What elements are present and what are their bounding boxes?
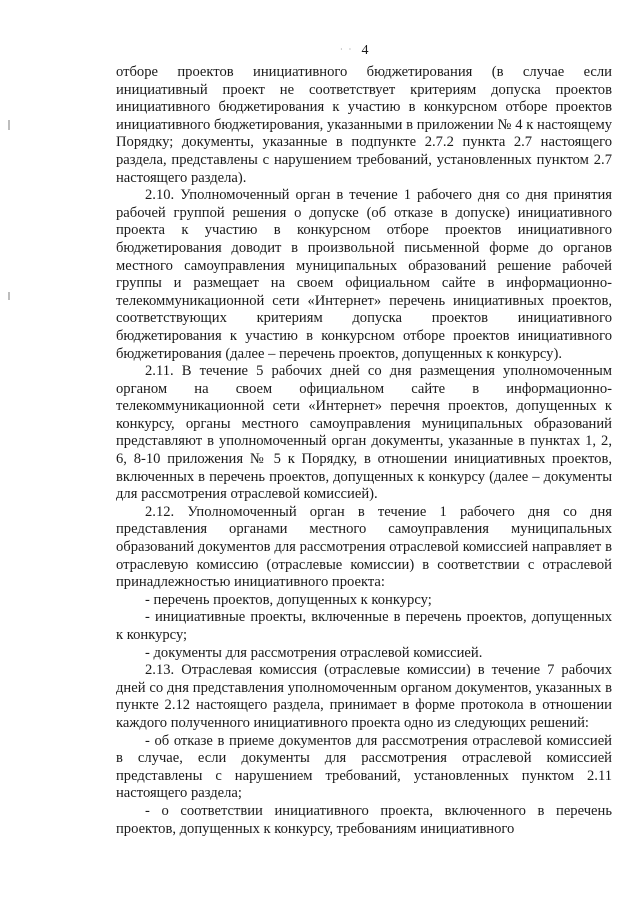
scan-edge-mark: [8, 120, 10, 130]
paragraph-2-12: 2.12. Уполномоченный орган в течение 1 рабочего дня со дня представления органами местного самоуправления муниципальных образований документов для рассмотрения отраслевой комиссией направляет в отраслевую комиссию (отраслевые комиссии) в соответствии с отраслевой принадлежностью инициативного проекта:: [116, 503, 612, 591]
page-number: 4: [361, 43, 369, 58]
paragraph-2-13: 2.13. Отраслевая комиссия (отраслевые комиссии) в течение 7 рабочих дней со дня представления уполномоченным органом документов, указанных в пункте 2.12 настоящего раздела, принимает в форме протокола в отношении каждого полученного инициативного проекта одно из следующих решений:: [116, 662, 612, 731]
paragraph-2-11: 2.11. В течение 5 рабочих дней со дня размещения уполномоченным органом на своем официальном сайте в информационно-телекоммуникационной сети «Интернет» перечня проектов, допущенных к конкурсу, органы местного самоуправления муниципальных образований представляют в уполномоченный орган документы, указанные в пунктах 1, 2, 6, 8-10 приложения № 5 к Порядку, в отношении инициативных проектов, включенных в перечень проектов, допущенных к конкурсу (далее – документы для рассмотрения отраслевой комиссией).: [116, 363, 612, 503]
list-item: - об отказе в приеме документов для рассмотрения отраслевой комиссией в случае, если документы для рассмотрения отраслевой комиссией представлены с нарушением требований, установленных пунктом 2.11 настоящего раздела;: [116, 732, 612, 802]
list-item: - документы для рассмотрения отраслевой комиссией.: [145, 644, 483, 661]
paragraph-continuation: отборе проектов инициативного бюджетирования (в случае если инициативный проект не соответствует критериям допуска проектов инициативного бюджетирования к участию в конкурсном отборе проектов инициативного бюджетирования, указанными в приложении № 4 к настоящему Порядку; документы, указанные в подпункте 2.7.2 пункта 2.7 настоящего раздела, представлены с нарушением требований, установленных пунктом 2.7 настоящего раздела).: [116, 64, 612, 186]
list-item: - перечень проектов, допущенных к конкурсу;: [145, 591, 432, 608]
paragraph-2-10: 2.10. Уполномоченный орган в течение 1 рабочего дня со дня принятия рабочей группой решения о допуске (об отказе в допуске) инициативного проекта к участию в конкурсном отборе проектов инициативного бюджетирования доводит в произвольной письменной форме до органов местного самоуправления муниципальных образований решение рабочей группы и размещает на своем официальном сайте в информационно-телекоммуникационной сети «Интернет» перечень инициативных проектов, соответствующих критериям допуска проектов инициативного бюджетирования к участию в конкурсном отборе проектов инициативного бюджетирования (далее – перечень проектов, допущенных к конкурсу).: [116, 187, 612, 362]
scan-specks: · ·: [340, 45, 354, 54]
list-item: - инициативные проекты, включенные в перечень проектов, допущенных к конкурсу;: [116, 609, 612, 643]
document-body: [116, 64, 612, 838]
list-item: - о соответствии инициативного проекта, включенного в перечень проектов, допущенных к конкурсу, требованиям инициативного: [116, 802, 612, 837]
scan-edge-mark: [8, 292, 10, 300]
